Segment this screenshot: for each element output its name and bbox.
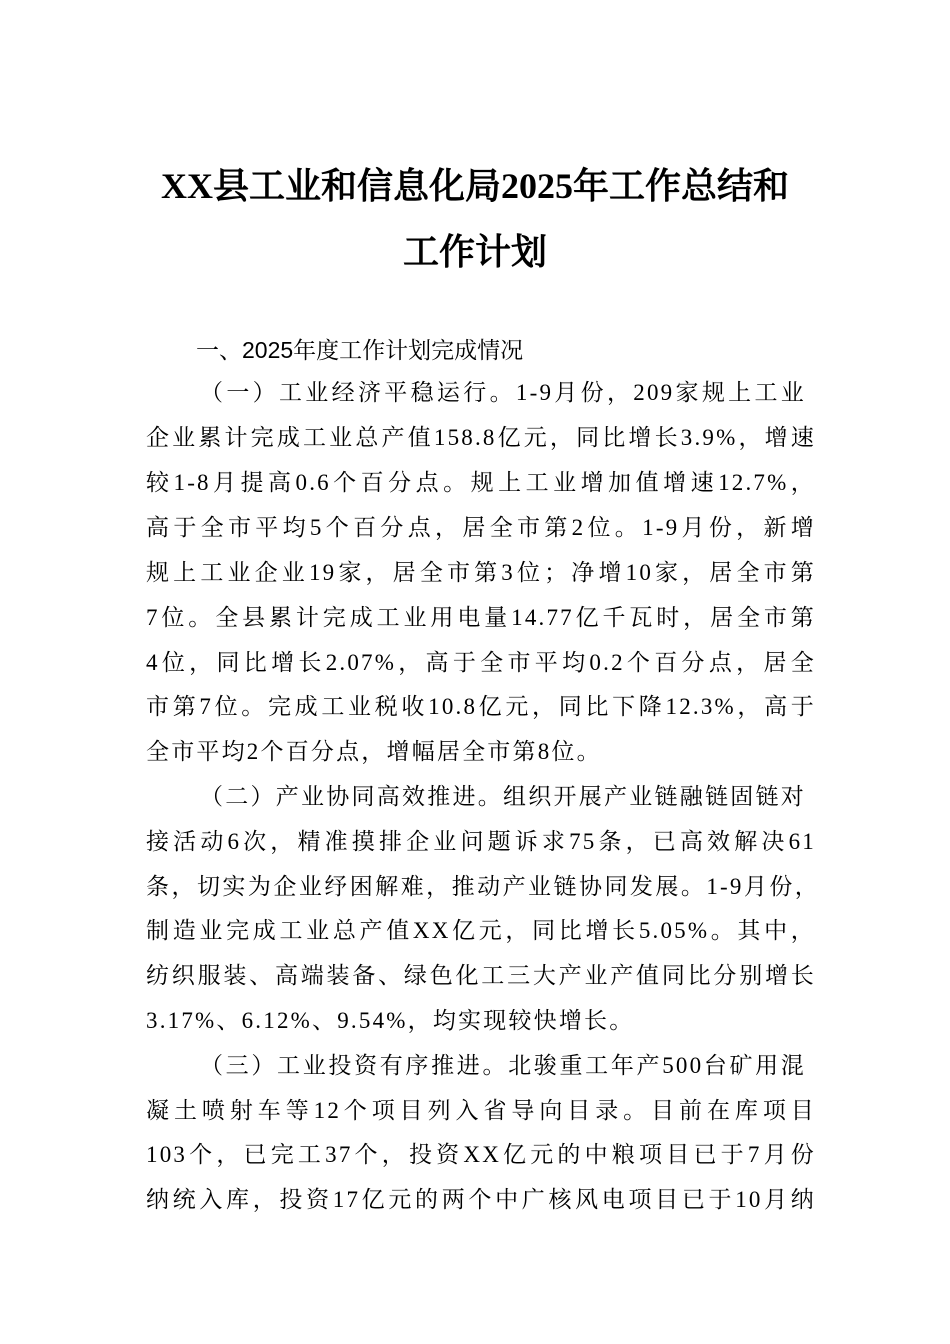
paragraph-line: （二）产业协同高效推进。组织开展产业链融链固链对 [200, 784, 806, 809]
paragraph-line: 3.17%、6.12%、9.54%，均实现较快增长。 [146, 1008, 635, 1033]
paragraph-line: 条，切实为企业纾困解难，推动产业链协同发展。1-9月份， [146, 874, 820, 899]
document-title-line-2: 工作计划 [402, 232, 547, 272]
paragraph-line: 高于全市平均5个百分点，居全市第2位。1-9月份，新增 [146, 515, 816, 540]
section-heading: 一、2025年度工作计划完成情况 [196, 337, 524, 363]
document-title-line-1: XX县工业和信息化局2025年工作总结和 [161, 166, 789, 206]
paragraph-line: 市第7位。完成工业税收10.8亿元，同比下降12.3%，高于 [146, 694, 816, 719]
paragraph-line: 全市平均2个百分点，增幅居全市第8位。 [146, 739, 602, 764]
paragraph-line: 纳统入库，投资17亿元的两个中广核风电项目已于10月纳 [146, 1187, 816, 1212]
paragraph-line: 较1-8月提高0.6个百分点。规上工业增加值增速12.7%， [146, 470, 816, 495]
paragraph-line: 企业累计完成工业总产值158.8亿元，同比增长3.9%，增速 [146, 425, 816, 450]
paragraph-line: 制造业完成工业总产值XX亿元，同比增长5.05%。其中， [146, 918, 816, 943]
paragraph-line: 7位。全县累计完成工业用电量14.77亿千瓦时，居全市第 [146, 605, 816, 630]
paragraph-line: 规上工业企业19家，居全市第3位；净增10家，居全市第 [146, 560, 816, 585]
paragraph-line: 纺织服装、高端装备、绿色化工三大产业产值同比分别增长 [146, 963, 816, 988]
paragraph-line: （三）工业投资有序推进。北骏重工年产500台矿用混 [200, 1053, 806, 1078]
paragraph-line: 103个，已完工37个，投资XX亿元的中粮项目已于7月份 [146, 1142, 816, 1167]
paragraph-line: （一）工业经济平稳运行。1-9月份，209家规上工业 [200, 380, 806, 405]
paragraph-line: 接活动6次，精准摸排企业问题诉求75条，已高效解决61 [146, 829, 816, 854]
paragraph-line: 4位，同比增长2.07%，高于全市平均0.2个百分点，居全 [146, 650, 816, 675]
paragraph-line: 凝土喷射车等12个项目列入省导向目录。目前在库项目 [146, 1098, 816, 1123]
